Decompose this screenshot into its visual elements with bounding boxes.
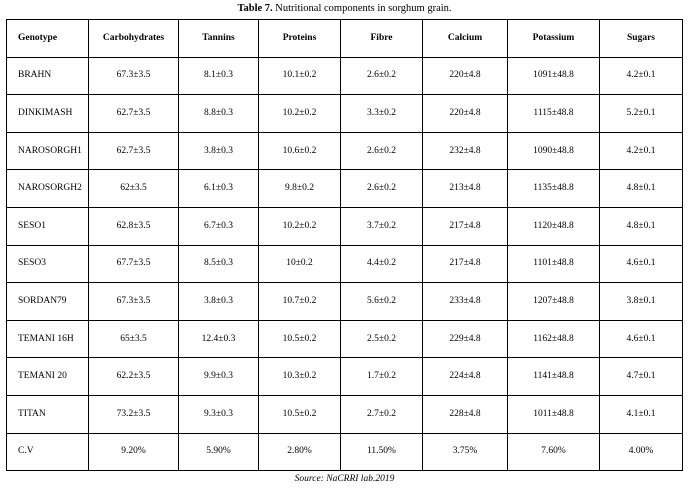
genotype-cell: SORDAN79 [7,283,89,321]
table-row [7,358,683,396]
value-cell: 2.6±0.2 [341,57,423,95]
value-cell: 10.5±0.2 [259,395,341,433]
value-cell: 10.7±0.2 [259,283,341,321]
value-cell: 67.3±3.5 [89,57,179,95]
value-cell: 3.75% [423,433,508,471]
genotype-cell: TITAN [7,395,89,433]
genotype-cell: TEMANI 20 [7,358,89,396]
value-cell: 62.7±3.5 [89,95,179,133]
value-cell: 4.2±0.1 [600,132,683,170]
table-body [7,57,683,471]
value-cell: 4.6±0.1 [600,245,683,283]
value-cell: 3.8±0.3 [179,283,259,321]
value-cell: 62.7±3.5 [89,132,179,170]
value-cell: 10.3±0.2 [259,358,341,396]
value-cell: 10.2±0.2 [259,95,341,133]
value-cell: 1115±48.8 [508,95,600,133]
value-cell: 1162±48.8 [508,320,600,358]
value-cell: 1141±48.8 [508,358,600,396]
value-cell: 4.7±0.1 [600,358,683,396]
value-cell: 9.8±0.2 [259,170,341,208]
table-caption [0,3,689,14]
nutrition-table [6,19,683,471]
value-cell: 4.8±0.1 [600,170,683,208]
table-source: Source: NaCRRI lab.2019 [294,474,395,484]
value-cell: 4.00% [600,433,683,471]
table-caption-text: Nutritional components in sorghum grain. [272,3,452,14]
value-cell: 2.6±0.2 [341,170,423,208]
column-header: Sugars [600,20,683,58]
genotype-cell: BRAHN [7,57,89,95]
value-cell: 62±3.5 [89,170,179,208]
value-cell: 62.2±3.5 [89,358,179,396]
genotype-cell: TEMANI 16H [7,320,89,358]
value-cell: 228±4.8 [423,395,508,433]
value-cell: 7.60% [508,433,600,471]
table-row [7,283,683,321]
value-cell: 1011±48.8 [508,395,600,433]
column-header: Tannins [179,20,259,58]
table-head [7,20,683,58]
genotype-cell: SESO3 [7,245,89,283]
value-cell: 217±4.8 [423,245,508,283]
value-cell: 229±4.8 [423,320,508,358]
value-cell: 4.8±0.1 [600,207,683,245]
value-cell: 6.1±0.3 [179,170,259,208]
value-cell: 5.2±0.1 [600,95,683,133]
value-cell: 1135±48.8 [508,170,600,208]
column-header: Carbohydrates [89,20,179,58]
value-cell: 12.4±0.3 [179,320,259,358]
value-cell: 213±4.8 [423,170,508,208]
value-cell: 1101±48.8 [508,245,600,283]
value-cell: 10.5±0.2 [259,320,341,358]
value-cell: 67.3±3.5 [89,283,179,321]
value-cell: 220±4.8 [423,95,508,133]
value-cell: 1120±48.8 [508,207,600,245]
value-cell: 9.20% [89,433,179,471]
value-cell: 8.8±0.3 [179,95,259,133]
value-cell: 9.9±0.3 [179,358,259,396]
column-header: Proteins [259,20,341,58]
value-cell: 4.4±0.2 [341,245,423,283]
value-cell: 2.5±0.2 [341,320,423,358]
value-cell: 9.3±0.3 [179,395,259,433]
value-cell: 5.90% [179,433,259,471]
value-cell: 2.80% [259,433,341,471]
value-cell: 1090±48.8 [508,132,600,170]
genotype-cell: NAROSORGH2 [7,170,89,208]
table-row [7,433,683,471]
column-header: Genotype [7,20,89,58]
value-cell: 8.5±0.3 [179,245,259,283]
value-cell: 73.2±3.5 [89,395,179,433]
value-cell: 220±4.8 [423,57,508,95]
table-row [7,320,683,358]
value-cell: 1207±48.8 [508,283,600,321]
value-cell: 1.7±0.2 [341,358,423,396]
value-cell: 232±4.8 [423,132,508,170]
table-row [7,207,683,245]
value-cell: 1091±48.8 [508,57,600,95]
value-cell: 217±4.8 [423,207,508,245]
table-row [7,245,683,283]
table-row [7,395,683,433]
value-cell: 10±0.2 [259,245,341,283]
genotype-cell: C.V [7,433,89,471]
value-cell: 10.6±0.2 [259,132,341,170]
table-row [7,132,683,170]
value-cell: 10.2±0.2 [259,207,341,245]
value-cell: 4.1±0.1 [600,395,683,433]
genotype-cell: DINKIMASH [7,95,89,133]
value-cell: 2.7±0.2 [341,395,423,433]
column-header: Fibre [341,20,423,58]
value-cell: 6.7±0.3 [179,207,259,245]
value-cell: 5.6±0.2 [341,283,423,321]
value-cell: 3.3±0.2 [341,95,423,133]
value-cell: 4.2±0.1 [600,57,683,95]
value-cell: 67.7±3.5 [89,245,179,283]
table-row [7,95,683,133]
table-caption-label: Table 7. [237,3,273,14]
column-header: Potassium [508,20,600,58]
value-cell: 62.8±3.5 [89,207,179,245]
genotype-cell: SESO1 [7,207,89,245]
table-row [7,57,683,95]
value-cell: 3.8±0.1 [600,283,683,321]
genotype-cell: NAROSORGH1 [7,132,89,170]
value-cell: 8.1±0.3 [179,57,259,95]
value-cell: 3.8±0.3 [179,132,259,170]
value-cell: 224±4.8 [423,358,508,396]
column-header: Calcium [423,20,508,58]
value-cell: 4.6±0.1 [600,320,683,358]
value-cell: 2.6±0.2 [341,132,423,170]
table-row [7,170,683,208]
value-cell: 65±3.5 [89,320,179,358]
value-cell: 3.7±0.2 [341,207,423,245]
value-cell: 10.1±0.2 [259,57,341,95]
value-cell: 11.50% [341,433,423,471]
header-row [7,20,683,58]
value-cell: 233±4.8 [423,283,508,321]
